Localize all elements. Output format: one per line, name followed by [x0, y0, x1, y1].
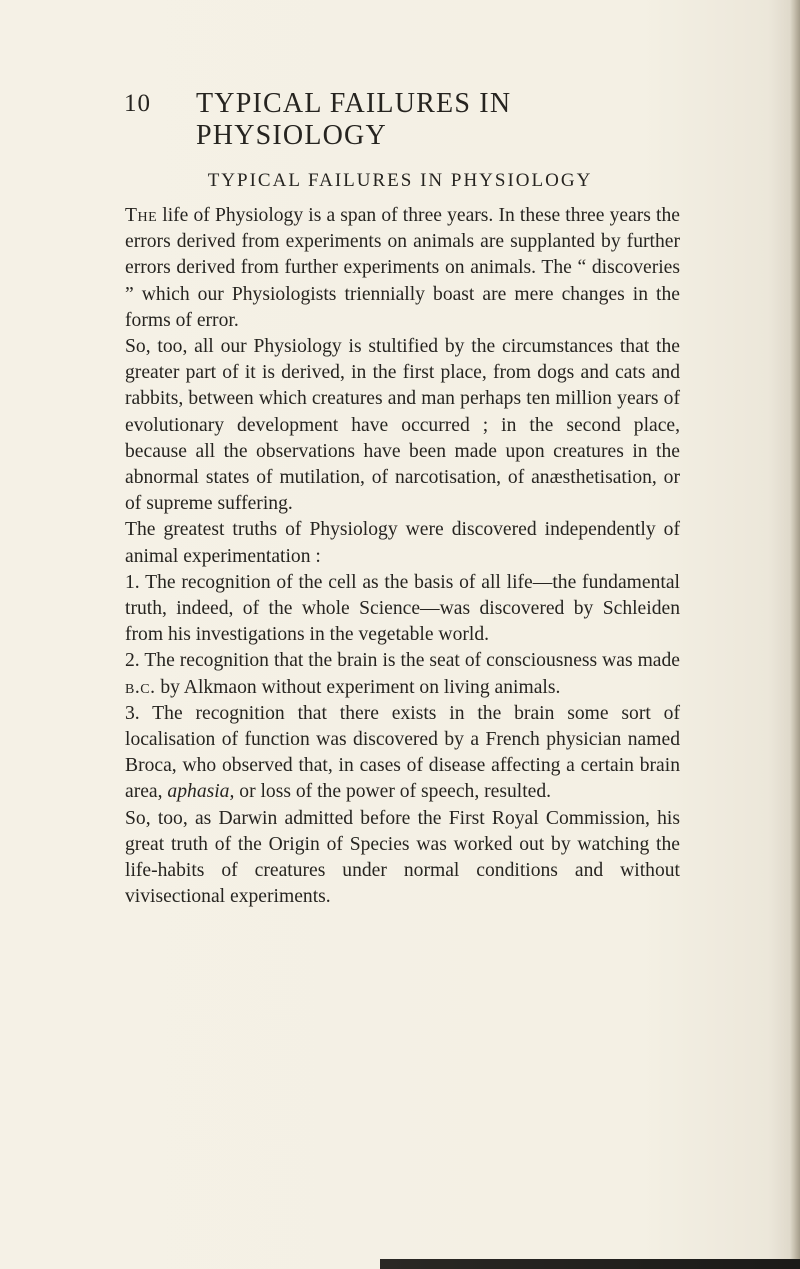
paragraph-text: So, too, as Darwin admitted before the First Royal Commission, his great truth of the Origin of Species was worked out by watching the life-habits of creatures under normal conditions and without vivisectional experiments. [125, 807, 680, 908]
bottom-binding-rule [380, 1259, 800, 1269]
paragraph-text: 2. The recognition that the brain is the seat of consciousness was made [125, 650, 680, 672]
paragraph-text: 1. The recognition of the cell as the basis of all life—the fundamental truth, indeed, of the whole Science—was discovered by Schleiden from his investigations in the vegetable world. [125, 571, 680, 646]
section-title: TYPICAL FAILURES IN PHYSIOLOGY [207, 170, 593, 191]
page-number: 10 [124, 90, 151, 117]
list-item-2 [125, 648, 680, 700]
list-item-3 [125, 701, 680, 806]
running-title: TYPICAL FAILURES IN PHYSIOLOGY [196, 88, 512, 151]
paragraph-text: by Alkmaon without experiment on living animals. [155, 676, 561, 698]
italic-term: aphasia, [167, 781, 235, 803]
body-text [125, 203, 680, 910]
paragraph-3 [125, 517, 680, 569]
era-abbreviation: b.c. [125, 676, 156, 698]
paragraph-text: So, too, all our Physiology is stultified by the circumstances that the greater part of it is derived, in the first place, from dogs and cats and rabbits, between which creatures and man perhaps ten million years of evolutionary development have occurred ; in the second place, because all the observations have been made upon creatures in the abnormal states of mutilation, of narcotisation, of anæsthetisation, or of supreme suffering. [125, 336, 680, 515]
paragraph-1 [125, 203, 680, 334]
paragraph-text: 3. The recognition that there exists in the brain some sort of localisation of function was discovered by a French physician named Broca, who observed that, in cases of disease affecting a certain brain area, [125, 702, 680, 803]
paragraph-text: or loss of the power of speech, resulted. [234, 781, 552, 803]
paragraph-text: The greatest truths of Physiology were discovered independently of animal experimentation : [125, 519, 680, 567]
paragraph-2 [125, 334, 680, 517]
running-head [124, 88, 684, 151]
paragraph-text: life of Physiology is a span of three years. In these three years the errors derived from experiments on animals are supplanted by further errors derived from further experiments on animals. The “ discoveries ” which our Physiologists triennially boast are mere changes in the forms of error. [125, 205, 680, 331]
paragraph-final [125, 806, 680, 911]
paragraph-lead-word: The [125, 205, 158, 226]
list-item-1 [125, 570, 680, 649]
